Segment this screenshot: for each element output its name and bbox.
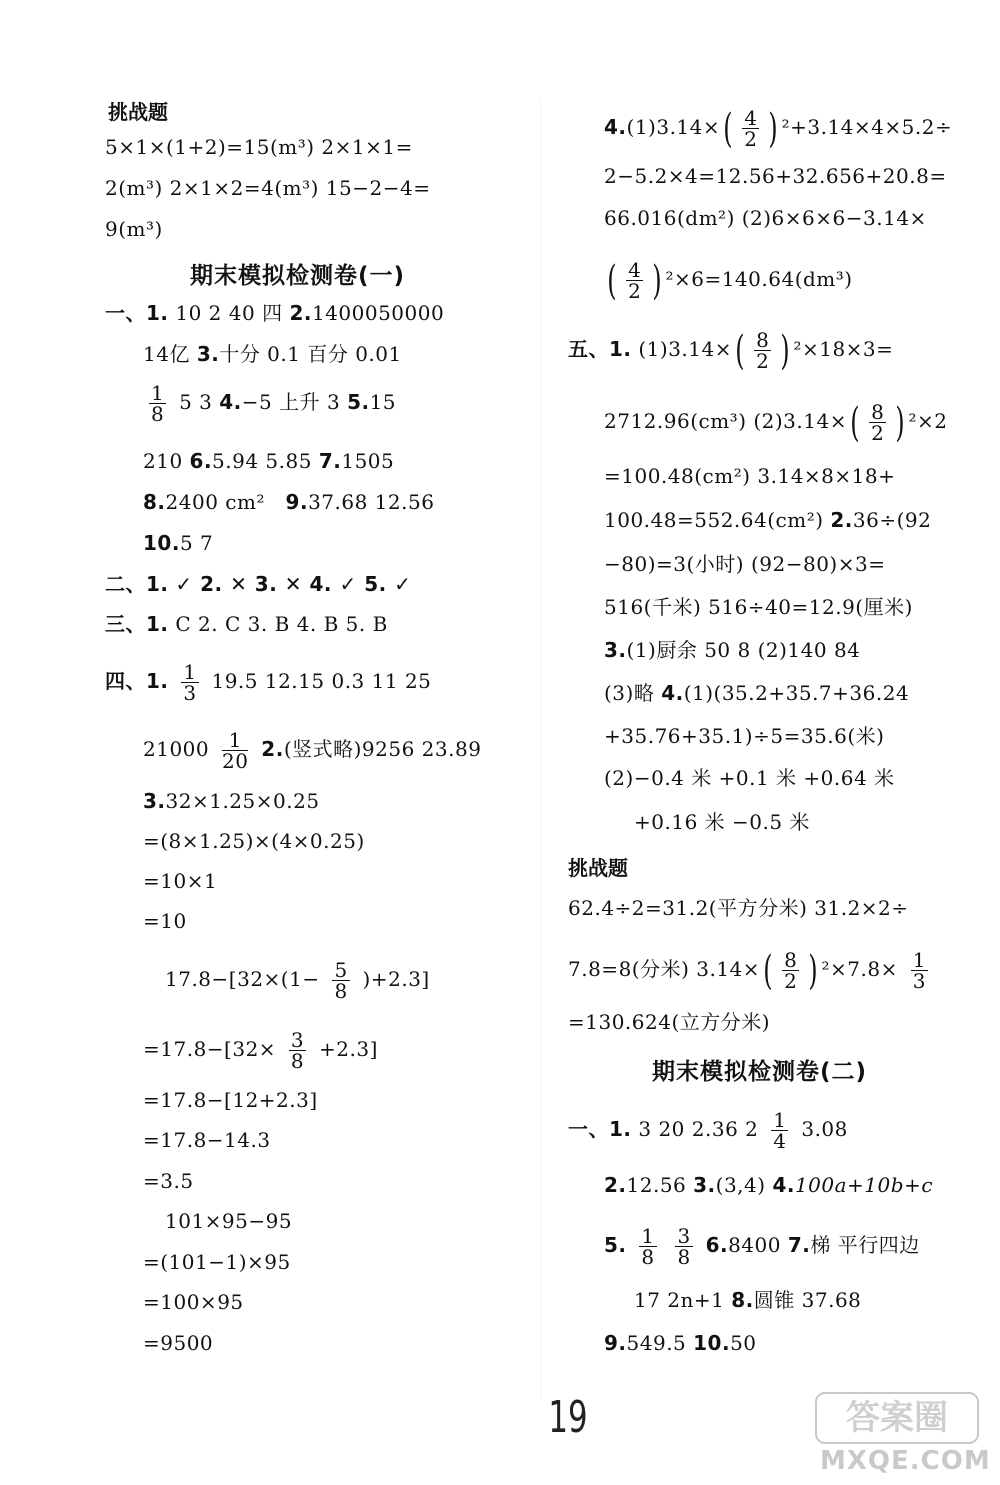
question-number: 4. <box>661 681 684 705</box>
s4-calc-2: =(8×1.25)×(4×0.25) <box>143 829 365 853</box>
watermark-site: MXQE.COM <box>820 1446 991 1476</box>
question-number: 4. <box>604 115 627 139</box>
answer-text: 50 <box>730 1331 757 1355</box>
s4-calc-9: =3.5 <box>143 1169 194 1193</box>
question-number: 3. <box>196 342 220 366</box>
question-number: 6. <box>189 449 213 473</box>
answer-text: −5 上升 3 <box>241 390 348 414</box>
s5-line-1: 五、1. (1)3.14×( $\frac{8}{2}$ ) ²×18×3= <box>568 327 894 374</box>
s4-calc-12: =100×95 <box>143 1290 244 1314</box>
s4-calc-5 <box>165 960 430 1001</box>
s5-line-9: +35.76+35.1)÷5=35.6(米) <box>604 724 885 748</box>
answer-text: 2400 cm² <box>165 490 265 514</box>
section-label: 三、1. <box>105 612 169 636</box>
q4-line-2: 2−5.2×4=12.56+32.656+20.8= <box>604 164 947 188</box>
calc-text: (1)3.14× <box>626 115 721 139</box>
s4-calc-13: =9500 <box>143 1331 214 1355</box>
calc-text: 17.8−[32×(1− <box>165 967 320 991</box>
question-number: 5. <box>604 1233 627 1257</box>
answer-text: 5 7 <box>179 531 214 555</box>
s5-line-7 <box>604 638 860 662</box>
answer-text: 14亿 <box>143 342 197 366</box>
section-label: 五、1. <box>568 337 632 361</box>
e2-line-4 <box>634 1288 861 1312</box>
answer-text: C 2. C 3. B 4. B 5. B <box>175 612 388 636</box>
calc-text: )+2.3] <box>362 967 430 991</box>
answer-text: 5 3 <box>179 390 220 414</box>
q4-line-3: 66.016(dm²) (2)6×6×6−3.14× <box>604 206 927 230</box>
answer-text: (3,4) <box>715 1173 773 1197</box>
fraction: $\frac{1}{4}$ <box>773 1108 787 1153</box>
s5-line-8 <box>604 681 909 705</box>
answer-text: ✓ 2. ✕ 3. ✕ 4. ✓ 5. ✓ <box>175 572 412 596</box>
answer-text: 1505 <box>341 449 395 473</box>
calc-text: 36÷(92 <box>852 508 932 532</box>
answer-text: 10 2 40 四 <box>175 301 290 325</box>
s1-line-2 <box>143 342 402 366</box>
fraction: $\frac{1}{8}$ <box>151 381 165 426</box>
s5-line-5: −80)=3(小时) (92−80)×3= <box>604 552 886 576</box>
challenge-line-3: 9(m³) <box>105 217 163 241</box>
s4-line-2 <box>143 730 481 771</box>
question-number: 10. <box>693 1331 731 1355</box>
s1-line-6 <box>143 531 213 555</box>
answer-text: 3.08 <box>801 1117 848 1141</box>
question-number: 2. <box>289 301 312 325</box>
s4-calc-6 <box>143 1030 378 1071</box>
answer-text: 1400050000 <box>311 301 445 325</box>
fraction: $\frac{5}{8}$ <box>334 958 348 1003</box>
calc-text: =17.8−[32× <box>143 1037 277 1061</box>
s5-line-10: (2)−0.4 米 +0.1 米 +0.64 米 <box>604 766 895 790</box>
calc-text: (1)(35.2+35.7+36.24 <box>683 681 910 705</box>
s5-line-3: =100.48(cm²) 3.14×8×18+ <box>604 464 896 488</box>
s5-line-11: +0.16 米 −0.5 米 <box>634 810 810 834</box>
question-number: 4. <box>219 390 242 414</box>
e2-line-1 <box>568 1110 848 1151</box>
section-label: 二、1. <box>105 572 169 596</box>
question-number: 8. <box>143 490 166 514</box>
fraction: $\frac{1}{8}$ <box>641 1224 655 1269</box>
s4-calc-3: =10×1 <box>143 869 218 893</box>
s4-calc-10: 101×95−95 <box>165 1209 293 1233</box>
question-number: 5. <box>347 390 370 414</box>
challenge-heading-left: 挑战题 <box>108 100 168 124</box>
challenge-line-1: 5×1×(1+2)=15(m³) 2×1×1= <box>105 135 413 159</box>
question-number: 7. <box>318 449 342 473</box>
exam2-title: 期末模拟检测卷(二) <box>652 1059 868 1085</box>
q4-line-1: 4.(1)3.14×( $\frac{4}{2}$ ) ²+3.14×4×5.2÷ <box>604 105 953 152</box>
q4-line-4: ( $\frac{4}{2}$ ) ²×6=140.64(dm³) <box>607 257 853 304</box>
page-number: 19 <box>548 1392 588 1443</box>
answer-text: 549.5 <box>626 1331 694 1355</box>
question-number: 3. <box>693 1173 716 1197</box>
answer-text: 100a+10b+c <box>794 1173 934 1197</box>
answer-text: 5.94 5.85 <box>212 449 319 473</box>
exam1-title: 期末模拟检测卷(一) <box>190 263 406 289</box>
challenge-right-line-2: 7.8=8(分米) 3.14×( $\frac{8}{2}$ ) ²×7.8× $\frac{1}{3}$ <box>568 947 926 994</box>
e2-line-2 <box>604 1173 933 1197</box>
calc-text: ²×7.8× <box>821 957 898 981</box>
fraction: $\frac{3}{8}$ <box>290 1028 305 1073</box>
answer-text: 圆锥 37.68 <box>753 1288 862 1312</box>
s4-calc-7: =17.8−[12+2.3] <box>143 1088 318 1112</box>
fraction: $\frac{8}{2}$ <box>871 400 885 445</box>
s2-line <box>105 572 411 596</box>
section-label: 四、1. <box>105 669 169 693</box>
watermark-logo: 答案圈 <box>815 1392 979 1444</box>
e2-line-5 <box>604 1331 757 1355</box>
question-number: 8. <box>731 1288 754 1312</box>
answer-text: 210 <box>143 449 190 473</box>
challenge-line-2: 2(m³) 2×1×2=4(m³) 15−2−4= <box>105 176 431 200</box>
calc-text: (1)3.14× <box>638 337 732 361</box>
calc-text: 100.48=552.64(cm²) <box>604 508 831 532</box>
calc-text: 32×1.25×0.25 <box>165 789 320 813</box>
answer-text: 3 20 2.36 2 <box>638 1117 759 1141</box>
s5-line-2: 2712.96(cm³) (2)3.14×( $\frac{8}{2}$ ) ²×2 <box>604 399 948 446</box>
question-number: 2. <box>604 1173 627 1197</box>
question-number: 9. <box>285 490 309 514</box>
question-number: 10. <box>143 531 180 555</box>
calc-text: ²×2 <box>908 409 948 433</box>
answer-text: (竖式略)9256 23.89 <box>283 737 482 761</box>
fraction: $\frac{1}{20}$ <box>221 728 249 773</box>
calc-text: 2712.96(cm³) (2)3.14× <box>604 409 847 433</box>
fraction: $\frac{8}{2}$ <box>756 328 770 373</box>
answer-text: 37.68 12.56 <box>308 490 435 514</box>
s3-line <box>105 612 388 636</box>
fraction: $\frac{4}{2}$ <box>628 258 642 303</box>
s1-line-5 <box>143 490 434 514</box>
question-number: 2. <box>830 508 853 532</box>
s5-line-4 <box>604 508 931 532</box>
s1-line-1 <box>105 301 444 325</box>
calc-text: ²×18×3= <box>793 337 894 361</box>
column-divider <box>540 100 541 1400</box>
answer-text: 梯 平行四边 <box>810 1233 920 1257</box>
s5-line-6: 516(千米) 516÷40=12.9(厘米) <box>604 595 913 619</box>
calc-text: (1)厨余 50 8 (2)140 84 <box>626 638 861 662</box>
question-number: 6. <box>705 1233 729 1257</box>
challenge-right-line-1: 62.4÷2=31.2(平方分米) 31.2×2÷ <box>568 896 909 920</box>
e2-line-3 <box>604 1226 920 1267</box>
calc-text: 7.8=8(分米) 3.14× <box>568 957 761 981</box>
fraction: $\frac{1}{3}$ <box>183 660 197 705</box>
calc-text: +2.3] <box>319 1037 378 1061</box>
answer-text: 15 <box>369 390 397 414</box>
fraction: $\frac{3}{8}$ <box>677 1224 691 1269</box>
fraction: $\frac{4}{2}$ <box>744 106 758 151</box>
answer-text: 19.5 12.15 0.3 11 25 <box>211 669 432 693</box>
answer-text: 12.56 <box>626 1173 694 1197</box>
question-number: 3. <box>604 638 627 662</box>
calc-text: ²×6=140.64(dm³) <box>665 267 853 291</box>
s4-calc-11: =(101−1)×95 <box>143 1250 291 1274</box>
s4-calc-1 <box>143 789 320 813</box>
answer-text: 十分 0.1 百分 0.01 <box>219 342 402 366</box>
question-number: 4. <box>772 1173 795 1197</box>
calc-text: (3)略 <box>604 681 662 705</box>
question-number: 3. <box>143 789 166 813</box>
answer-text: 21000 <box>143 737 210 761</box>
calc-text: ²+3.14×4×5.2÷ <box>781 115 953 139</box>
question-number: 9. <box>604 1331 627 1355</box>
fraction: $\frac{8}{2}$ <box>784 948 798 993</box>
question-number: 7. <box>787 1233 811 1257</box>
answer-text: 17 2n+1 <box>634 1288 732 1312</box>
answer-text: 8400 <box>728 1233 788 1257</box>
s4-calc-4: =10 <box>143 909 187 933</box>
challenge-right-line-3: =130.624(立方分米) <box>568 1010 771 1034</box>
challenge-heading-right: 挑战题 <box>568 856 628 880</box>
question-number: 2. <box>261 737 284 761</box>
fraction: $\frac{1}{3}$ <box>912 948 926 993</box>
s1-line-3 <box>143 383 396 424</box>
s4-calc-8: =17.8−14.3 <box>143 1128 271 1152</box>
section-label: 一、1. <box>568 1117 632 1141</box>
section-label: 一、1. <box>105 301 169 325</box>
s4-line-1 <box>105 662 431 703</box>
s1-line-4 <box>143 449 394 473</box>
